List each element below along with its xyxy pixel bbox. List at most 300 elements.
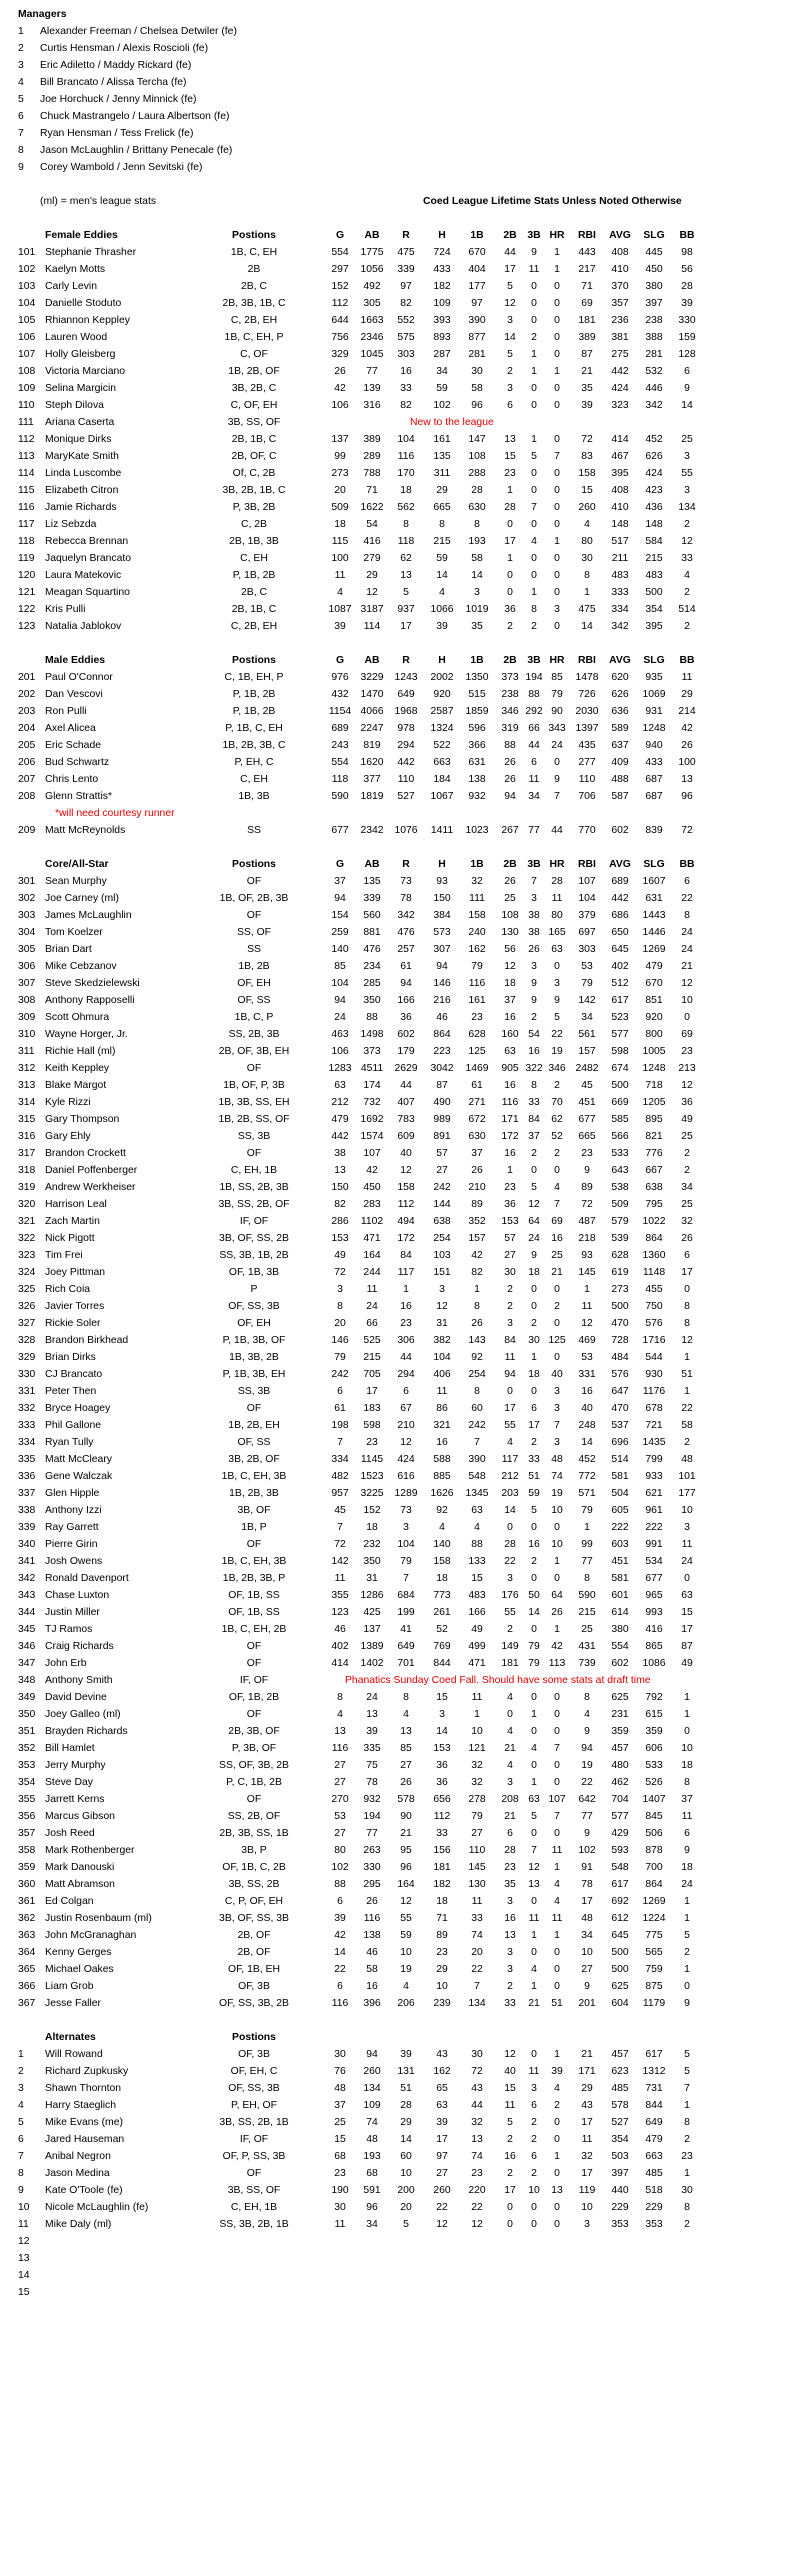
stat-g: 99 — [334, 451, 346, 462]
stat-slg: 933 — [645, 1471, 663, 1482]
player-number: 350 — [18, 1709, 36, 1720]
player-number: 336 — [18, 1471, 36, 1482]
player-positions: 2B — [247, 264, 261, 275]
stat-b2: 22 — [504, 1556, 516, 1567]
stat-b1: 631 — [468, 757, 486, 768]
stat-avg: 148 — [611, 519, 629, 530]
player-positions: OF — [246, 1709, 262, 1720]
stat-ab: 330 — [363, 1862, 381, 1873]
player-positions: OF — [246, 1063, 262, 1074]
stat-bb: 128 — [678, 349, 696, 360]
player-number: 102 — [18, 264, 36, 275]
section-title: Male Eddies — [45, 655, 106, 666]
stat-r: 13 — [400, 1726, 412, 1737]
stat-b1: 548 — [468, 1471, 486, 1482]
stat-b3: 1 — [531, 1930, 537, 1941]
stat-g: 1283 — [328, 1063, 352, 1074]
stat-hr: 0 — [554, 519, 560, 530]
stat-b3: 2 — [531, 621, 537, 632]
player-name: Bryce Hoagey — [45, 1403, 111, 1414]
player-name: Matt Abramson — [45, 1879, 115, 1890]
stat-rbi: 45 — [581, 1080, 593, 1091]
stat-bb: 23 — [681, 2151, 693, 2162]
player-name: Brandon Birkhead — [45, 1335, 129, 1346]
courtesy-note: *will need courtesy runner — [55, 808, 175, 819]
stat-r: 158 — [397, 1182, 415, 1193]
stat-b2: 1 — [507, 553, 513, 564]
stat-avg: 539 — [611, 1233, 629, 1244]
stat-hr: 0 — [554, 2202, 560, 2213]
stat-avg: 566 — [611, 1131, 629, 1142]
stat-avg: 577 — [611, 1029, 629, 1040]
stat-slg: 342 — [645, 400, 663, 411]
stat-bb: 36 — [681, 1097, 693, 1108]
stat-b2: 2 — [507, 366, 513, 377]
stat-b1: 27 — [471, 1828, 483, 1839]
player-name: Mark Danouski — [45, 1862, 115, 1873]
stat-slg: 799 — [645, 1454, 663, 1465]
stat-rbi: 14 — [581, 1437, 593, 1448]
header-positions: Postions — [232, 2032, 276, 2043]
stat-ab: 373 — [363, 1046, 381, 1057]
stat-slg: 483 — [645, 570, 663, 581]
player-number: 204 — [18, 723, 36, 734]
stat-hr: 10 — [551, 1505, 563, 1516]
stat-avg: 410 — [611, 502, 629, 513]
player-number: 9 — [18, 2185, 24, 2196]
stat-avg: 451 — [611, 1556, 629, 1567]
stat-r: 79 — [400, 1556, 412, 1567]
player-row — [0, 1740, 786, 1757]
stat-r: 407 — [397, 1097, 415, 1108]
player-number: 7 — [18, 2151, 24, 2162]
stat-b3: 0 — [531, 1726, 537, 1737]
stat-b1: 89 — [471, 1199, 483, 1210]
stat-g: 355 — [331, 1590, 349, 1601]
player-row — [0, 1043, 786, 1060]
player-row — [0, 1094, 786, 1111]
player-number: 114 — [18, 468, 35, 479]
stat-g: 37 — [334, 2100, 346, 2111]
player-positions: C, EH, 1B — [230, 2202, 278, 2213]
player-row — [0, 1961, 786, 1978]
stat-hr: 0 — [554, 1522, 560, 1533]
stat-b2: 4 — [507, 1437, 513, 1448]
stat-b2: 18 — [504, 978, 516, 989]
stat-g: 15 — [334, 2134, 346, 2145]
stat-avg: 643 — [611, 1165, 629, 1176]
stat-g: 146 — [331, 1335, 349, 1346]
stat-bb: 514 — [678, 604, 696, 615]
stat-g: 509 — [331, 502, 349, 513]
stat-hr: 42 — [551, 1641, 563, 1652]
stat-g: 53 — [334, 1811, 346, 1822]
player-row — [0, 414, 786, 431]
stat-slg: 800 — [645, 1029, 663, 1040]
stat-avg: 504 — [611, 1488, 629, 1499]
player-name: Matt McReynolds — [45, 825, 126, 836]
player-number: 313 — [18, 1080, 36, 1091]
stat-ab: 107 — [363, 1148, 381, 1159]
player-number: 357 — [18, 1828, 36, 1839]
stat-h: 1324 — [430, 723, 454, 734]
player-positions: P, C, 1B, 2B — [226, 1777, 282, 1788]
stat-rbi: 157 — [578, 1046, 596, 1057]
stat-b3: 7 — [531, 876, 537, 887]
player-number: 12 — [18, 2236, 30, 2247]
stat-h: 490 — [433, 1097, 451, 1108]
player-row — [0, 1859, 786, 1876]
player-row — [0, 2046, 786, 2063]
stat-ab: 591 — [363, 2185, 381, 2196]
player-name: Blake Margot — [45, 1080, 107, 1091]
stat-b3: 1 — [531, 587, 537, 598]
stat-r: 199 — [397, 1607, 415, 1618]
stat-g: 482 — [331, 1471, 349, 1482]
player-number: 330 — [18, 1369, 36, 1380]
stat-b3: 5 — [531, 1182, 537, 1193]
player-name: Rhiannon Keppley — [45, 315, 130, 326]
stat-b3: 1 — [531, 349, 537, 360]
stat-g: 1087 — [328, 604, 352, 615]
header-b3: 3B — [527, 655, 541, 666]
stat-hr: 11 — [551, 893, 563, 904]
stat-b2: 84 — [504, 1335, 516, 1346]
stat-hr: 19 — [551, 1046, 563, 1057]
player-positions: IF, OF — [239, 1675, 269, 1686]
player-row — [0, 363, 786, 380]
stat-h: 773 — [433, 1590, 451, 1601]
stat-hr: 3 — [554, 1403, 560, 1414]
stat-b3: 0 — [531, 315, 537, 326]
player-name: James McLaughlin — [45, 910, 132, 921]
player-row — [0, 737, 786, 754]
stat-b2: 160 — [501, 1029, 519, 1040]
stat-r: 339 — [397, 264, 415, 275]
manager-number: 8 — [18, 145, 24, 156]
stat-rbi: 218 — [578, 1233, 596, 1244]
player-name: Rich Coia — [45, 1284, 91, 1295]
stat-slg: 424 — [645, 468, 663, 479]
header-positions: Postions — [232, 230, 276, 241]
stat-b2: 13 — [504, 1930, 516, 1941]
stat-b3: 0 — [531, 1896, 537, 1907]
stat-g: 68 — [334, 2151, 346, 2162]
stat-slg: 930 — [645, 1369, 663, 1380]
stat-h: 1626 — [430, 1488, 454, 1499]
stat-b3: 0 — [531, 2202, 537, 2213]
player-number: 352 — [18, 1743, 36, 1754]
stat-rbi: 145 — [578, 1267, 596, 1278]
manager-row — [0, 23, 786, 40]
stat-avg: 581 — [611, 1471, 629, 1482]
stat-bb: 2 — [684, 1947, 690, 1958]
stat-b2: 55 — [504, 1420, 516, 1431]
stat-b3: 13 — [528, 1879, 540, 1890]
stat-g: 8 — [337, 1301, 343, 1312]
player-positions: OF — [246, 1539, 262, 1550]
stat-ab: 139 — [363, 383, 381, 394]
player-number: 11 — [18, 2219, 29, 2230]
stat-b3: 37 — [528, 1131, 540, 1142]
stat-hr: 0 — [554, 383, 560, 394]
stat-b2: 17 — [504, 2185, 516, 2196]
stat-bb: 0 — [684, 1573, 690, 1584]
stat-g: 259 — [331, 927, 349, 938]
stat-h: 52 — [436, 1624, 448, 1635]
stat-rbi: 4 — [584, 1709, 590, 1720]
stat-b3: 12 — [528, 1862, 540, 1873]
player-name: Gary Thompson — [45, 1114, 120, 1125]
stat-avg: 576 — [611, 1369, 629, 1380]
stat-slg: 1005 — [642, 1046, 666, 1057]
stat-rbi: 452 — [578, 1454, 596, 1465]
stat-rbi: 110 — [578, 774, 596, 785]
player-row — [0, 601, 786, 618]
stat-b3: 84 — [528, 1114, 540, 1125]
stat-ab: 3229 — [360, 672, 384, 683]
stat-ab: 492 — [363, 281, 381, 292]
stat-slg: 864 — [645, 1879, 663, 1890]
stat-b1: 14 — [471, 570, 483, 581]
stat-b2: 2 — [507, 1624, 513, 1635]
player-name: Gary Ehly — [45, 1131, 91, 1142]
stat-ab: 881 — [363, 927, 381, 938]
player-positions: 3B, SS, 2B — [228, 1879, 280, 1890]
player-name: Jerry Murphy — [45, 1760, 106, 1771]
stat-slg: 1607 — [642, 876, 666, 887]
player-number: 337 — [18, 1488, 36, 1499]
stat-ab: 234 — [363, 961, 381, 972]
stat-slg: 215 — [645, 553, 663, 564]
stat-rbi: 107 — [578, 876, 596, 887]
stat-h: 12 — [436, 2219, 448, 2230]
stat-slg: 792 — [645, 1692, 663, 1703]
player-number: 333 — [18, 1420, 36, 1431]
stat-rbi: 72 — [581, 1199, 593, 1210]
stat-b2: 149 — [501, 1641, 519, 1652]
stat-g: 20 — [334, 485, 346, 496]
stat-b1: 110 — [468, 1845, 486, 1856]
stat-ab: 1402 — [360, 1658, 384, 1669]
stat-g: 25 — [334, 2117, 346, 2128]
stat-g: 106 — [331, 400, 349, 411]
stat-hr: 26 — [551, 1607, 563, 1618]
player-positions: 2B, 1B, C — [231, 434, 277, 445]
player-row — [0, 1060, 786, 1077]
stat-b3: 1 — [531, 1709, 537, 1720]
stat-avg: 500 — [611, 1964, 629, 1975]
player-name: Michael Oakes — [45, 1964, 114, 1975]
player-row — [0, 550, 786, 567]
stat-b1: 130 — [468, 1879, 486, 1890]
player-positions: 2B, 3B, OF — [228, 1726, 280, 1737]
stat-bb: 6 — [684, 1828, 690, 1839]
player-row — [0, 618, 786, 635]
stat-r: 649 — [397, 1641, 415, 1652]
player-number: 324 — [18, 1267, 36, 1278]
stat-slg: 532 — [645, 366, 663, 377]
player-positions: OF — [246, 1641, 262, 1652]
player-number: 359 — [18, 1862, 36, 1873]
player-name: Anthony Rapposelli — [45, 995, 135, 1006]
player-number: 341 — [18, 1556, 36, 1567]
stat-avg: 603 — [611, 1539, 629, 1550]
stat-g: 150 — [331, 1182, 349, 1193]
stat-b1: 932 — [468, 791, 486, 802]
stat-b2: 2 — [507, 621, 513, 632]
player-number: 123 — [18, 621, 36, 632]
stat-avg: 589 — [611, 723, 629, 734]
stat-g: 80 — [334, 1845, 346, 1856]
player-row — [0, 771, 786, 788]
stat-h: 135 — [433, 451, 451, 462]
manager-number: 1 — [18, 26, 24, 37]
stat-b3: 9 — [531, 247, 537, 258]
stat-h: 638 — [433, 1216, 451, 1227]
stat-h: 103 — [433, 1250, 451, 1261]
player-positions: P, 3B, 2B — [232, 502, 276, 513]
player-name: Keith Keppley — [45, 1063, 110, 1074]
stat-bb: 2 — [684, 1165, 690, 1176]
stat-bb: 11 — [681, 1811, 693, 1822]
player-row — [0, 465, 786, 482]
stat-bb: 34 — [681, 1182, 693, 1193]
player-number: 347 — [18, 1658, 36, 1669]
stat-b1: 143 — [468, 1335, 486, 1346]
stat-rbi: 80 — [581, 536, 593, 547]
stat-h: 844 — [433, 1658, 451, 1669]
stat-h: 65 — [436, 2083, 448, 2094]
player-positions: OF, 1B, SS — [228, 1590, 280, 1601]
stat-g: 243 — [331, 740, 349, 751]
player-name: David Devine — [45, 1692, 107, 1703]
stat-ab: 135 — [363, 876, 381, 887]
header-h: H — [438, 859, 446, 870]
stat-b2: 44 — [504, 247, 516, 258]
stat-rbi: 72 — [581, 434, 593, 445]
stat-rbi: 475 — [578, 604, 596, 615]
stat-avg: 645 — [611, 1930, 629, 1941]
stat-r: 5 — [403, 587, 409, 598]
stat-slg: 615 — [645, 1709, 663, 1720]
stat-hr: 0 — [554, 1165, 560, 1176]
stat-avg: 581 — [611, 1573, 629, 1584]
player-row — [0, 1655, 786, 1672]
stat-avg: 484 — [611, 1352, 629, 1363]
player-number: 209 — [18, 825, 36, 836]
stat-b3: 0 — [531, 485, 537, 496]
stat-b1: 352 — [468, 1216, 486, 1227]
player-positions: P, 1B, C, EH — [225, 723, 283, 734]
stat-b1: 7 — [474, 1437, 480, 1448]
stat-ab: 289 — [363, 451, 381, 462]
managers-title — [0, 6, 786, 23]
stat-b1: 1345 — [465, 1488, 489, 1499]
stat-h: 182 — [433, 281, 451, 292]
stat-h: 864 — [433, 1029, 451, 1040]
stat-b1: 12 — [471, 2219, 483, 2230]
stat-b3: 11 — [528, 264, 540, 275]
stat-b2: 28 — [504, 502, 516, 513]
stat-g: 297 — [331, 264, 349, 275]
stat-r: 1076 — [394, 825, 418, 836]
stat-hr: 9 — [554, 995, 560, 1006]
stat-b1: 515 — [468, 689, 486, 700]
stat-g: 442 — [331, 1131, 349, 1142]
stat-slg: 878 — [645, 1845, 663, 1856]
stat-bb: 13 — [681, 774, 693, 785]
player-name: Will Rowand — [45, 2049, 103, 2060]
header-b3: 3B — [527, 859, 541, 870]
player-row — [0, 1128, 786, 1145]
stat-r: 104 — [397, 434, 415, 445]
stat-h: 1066 — [430, 604, 454, 615]
stat-h: 27 — [436, 1165, 448, 1176]
stat-b2: 94 — [504, 791, 516, 802]
stat-r: 342 — [397, 910, 415, 921]
stat-bb: 51 — [681, 1369, 693, 1380]
stat-h: 33 — [436, 1828, 448, 1839]
stat-b1: 37 — [471, 1148, 483, 1159]
stat-b2: 117 — [501, 1454, 519, 1465]
stat-b2: 2 — [507, 1981, 513, 1992]
player-name: Axel Alicea — [45, 723, 96, 734]
stat-h: 182 — [433, 1879, 451, 1890]
stat-b2: 35 — [504, 1879, 516, 1890]
stat-slg: 485 — [645, 2168, 663, 2179]
player-row — [0, 1451, 786, 1468]
player-name: Josh Owens — [45, 1556, 103, 1567]
stat-b1: 79 — [471, 1811, 483, 1822]
stat-b3: 79 — [528, 1658, 540, 1669]
player-row — [0, 1298, 786, 1315]
stat-ab: 138 — [363, 1930, 381, 1941]
header-ab: AB — [364, 230, 380, 241]
stat-b2: 3 — [507, 315, 513, 326]
stat-g: 102 — [331, 1862, 349, 1873]
stat-hr: 1 — [554, 1624, 560, 1635]
stat-h: 8 — [439, 519, 445, 530]
player-positions: 3B, SS, 2B, 1B — [219, 2117, 289, 2128]
stat-h: 769 — [433, 1641, 451, 1652]
stat-b3: 54 — [528, 1029, 540, 1040]
stat-b2: 15 — [504, 2083, 516, 2094]
stat-b2: 3 — [507, 1896, 513, 1907]
header-b2: 2B — [503, 859, 517, 870]
stat-r: 6 — [403, 1386, 409, 1397]
stat-hr: 0 — [554, 1981, 560, 1992]
stat-b1: 240 — [468, 927, 486, 938]
stat-b1: 108 — [468, 451, 486, 462]
stat-bb: 21 — [681, 961, 693, 972]
stat-g: 39 — [334, 1913, 346, 1924]
stat-r: 44 — [400, 1352, 412, 1363]
stat-b3: 38 — [528, 927, 540, 938]
stat-ab: 1286 — [360, 1590, 384, 1601]
player-positions: OF — [246, 876, 262, 887]
stat-slg: 718 — [645, 1080, 663, 1091]
stat-g: 14 — [334, 1947, 346, 1958]
player-number: 202 — [18, 689, 36, 700]
stat-b2: 12 — [504, 298, 516, 309]
stat-slg: 965 — [645, 1590, 663, 1601]
stat-r: 33 — [400, 383, 412, 394]
player-row — [0, 1026, 786, 1043]
player-name: Linda Luscombe — [45, 468, 122, 479]
stat-r: 85 — [400, 1743, 412, 1754]
stat-rbi: 9 — [584, 1726, 590, 1737]
